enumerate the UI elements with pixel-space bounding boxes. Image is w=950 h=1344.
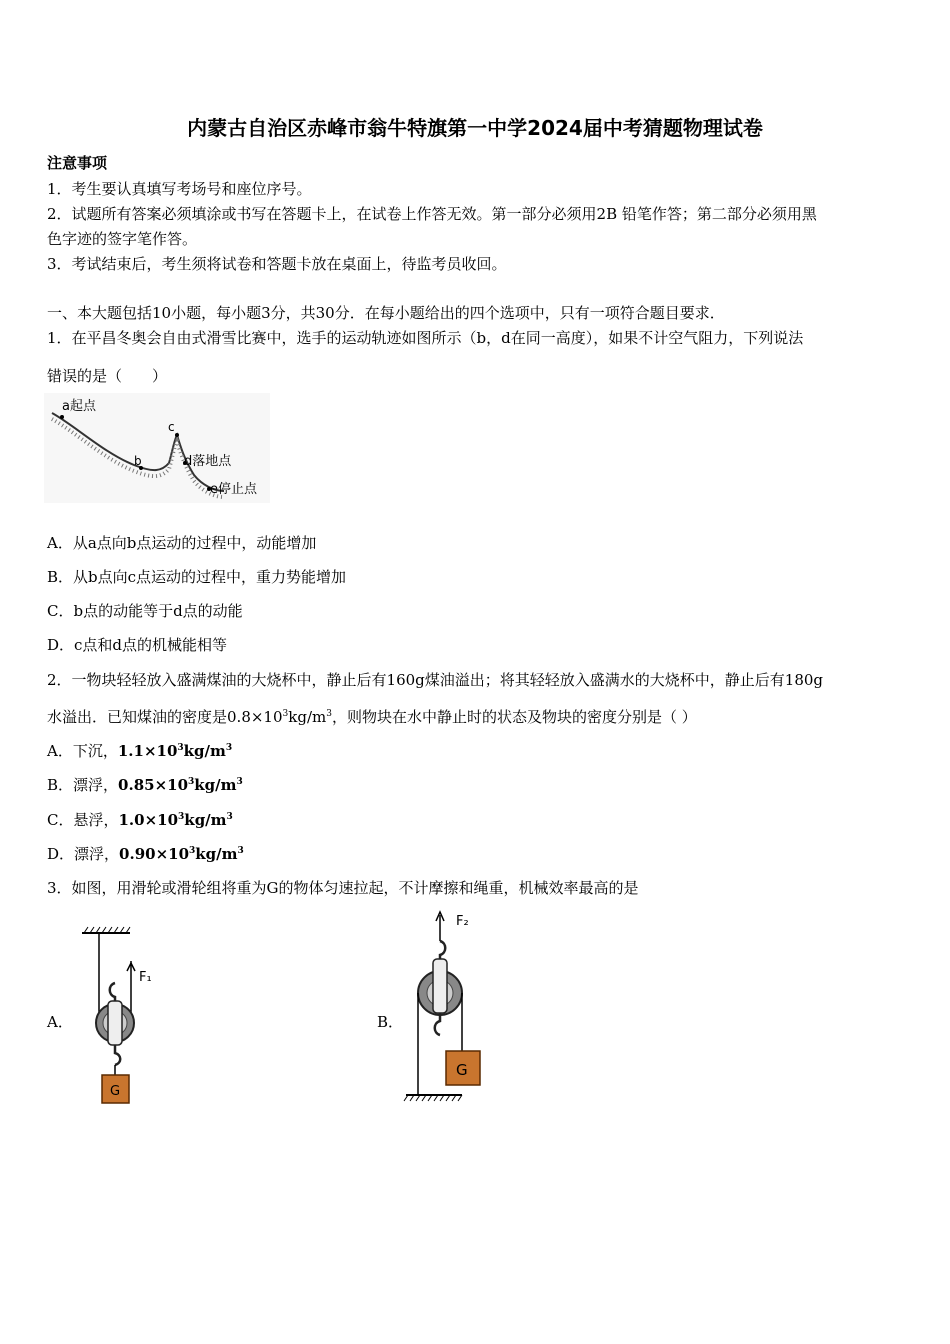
- point-c-dot: [175, 433, 179, 437]
- q2-unit: kg/m: [288, 708, 327, 726]
- q2-option-c: [47, 809, 233, 830]
- question-2-stem: 2．一物块轻轻放入盛满煤油的大烧杯中，静止后有160g煤油溢出；将其轻轻放入盛满水的大烧杯中，静止后有180g: [47, 671, 824, 689]
- option-exp2: 3: [225, 743, 233, 753]
- label-a: a起点: [62, 399, 96, 414]
- option-value: 1.0×10: [118, 811, 179, 829]
- option-unit: kg/m: [184, 811, 227, 829]
- option-value: 0.85×10: [118, 776, 189, 794]
- q1-option-c: C．b点的动能等于d点的动能: [47, 602, 243, 620]
- q2-exp2: 3: [326, 709, 332, 719]
- q2-option-b: [47, 774, 243, 795]
- question-2-stem-cont: [47, 706, 697, 727]
- weight-label: G: [456, 1061, 468, 1079]
- page-title: 内蒙古自治区赤峰市翁牛特旗第一中学2024届中考猜题物理试卷: [187, 116, 763, 140]
- label-d: d落地点: [184, 454, 232, 469]
- section-1-heading: 一、本大题包括10小题，每小题3分，共30分．在每小题给出的四个选项中，只有一项符合题目要求．: [47, 304, 725, 322]
- q2-option-a: [47, 740, 232, 761]
- force-label-f2: F₂: [456, 914, 469, 929]
- option-value: 0.90×10: [119, 845, 190, 863]
- option-exp: 3: [177, 743, 184, 753]
- bottom-hook-icon: [435, 1013, 440, 1035]
- notice-item-1: 1．考生要认真填写考场号和座位序号。: [47, 180, 312, 198]
- weight-label: G: [110, 1084, 121, 1099]
- option-exp: 3: [189, 846, 196, 856]
- label-c: c: [168, 420, 175, 434]
- pulley-figure-a: [72, 925, 172, 1110]
- notice-heading: 注意事项: [47, 154, 108, 172]
- point-a-dot: [60, 415, 64, 419]
- option-label: D．漂浮，: [47, 845, 120, 863]
- ski-trajectory-figure: [44, 393, 270, 503]
- pulley-frame: [433, 959, 447, 1013]
- option-label: C．悬浮，: [47, 811, 119, 829]
- bottom-hook-icon: [115, 1045, 120, 1065]
- option-exp: 3: [178, 812, 185, 822]
- option-unit: kg/m: [194, 776, 237, 794]
- option-exp: 3: [188, 777, 195, 787]
- option-unit: kg/m: [195, 845, 238, 863]
- q2-text-post: ，则物块在水中静止时的状态及物块的密度分别是（ ）: [331, 708, 697, 726]
- q1-option-b: B．从b点向c点运动的过程中，重力势能增加: [47, 568, 347, 586]
- pulley-figure-b: [400, 905, 510, 1110]
- pulley-frame: [108, 1001, 122, 1045]
- question-1-stem: 1．在平昌冬奥会自由式滑雪比赛中，选手的运动轨迹如图所示（b，d在同一高度），如果不计空气阻力，下列说法: [47, 329, 804, 347]
- force-label-f1: F₁: [139, 970, 152, 985]
- label-e: e停止点: [210, 482, 257, 497]
- notice-item-3: 3．考试结束后，考生须将试卷和答题卡放在桌面上，待监考员收回。: [47, 255, 507, 273]
- q2-text-pre: 水溢出．已知煤油的密度是0.8×10: [47, 708, 283, 726]
- q2-option-d: [47, 843, 244, 864]
- option-label: B．漂浮，: [47, 776, 119, 794]
- option-exp2: 3: [236, 777, 243, 787]
- q3-option-b-label: B．: [377, 1013, 404, 1031]
- q2-exp: 3: [282, 709, 289, 719]
- option-value: 1.1×10: [117, 742, 178, 760]
- top-hook-icon: [110, 983, 115, 1001]
- option-label: A．下沉，: [47, 742, 118, 760]
- notice-item-2-cont: 色字迹的签字笔作答。: [47, 230, 198, 248]
- option-unit: kg/m: [183, 742, 226, 760]
- top-hook-icon: [440, 941, 445, 959]
- q3-option-a-label: A．: [47, 1013, 73, 1031]
- question-1-stem-cont: 错误的是（ ）: [47, 367, 168, 385]
- question-3-stem: 3．如图，用滑轮或滑轮组将重为G的物体匀速拉起，不计摩擦和绳重，机械效率最高的是: [47, 879, 639, 897]
- q1-option-a: A．从a点向b点运动的过程中，动能增加: [47, 534, 317, 552]
- q1-option-d: D．c点和d点的机械能相等: [47, 636, 228, 654]
- label-b: b: [134, 454, 142, 468]
- notice-item-2: 2．试题所有答案必须填涂或书写在答题卡上，在试卷上作答无效。第一部分必须用2B 铅笔作答；第二部分必须用黑: [47, 205, 817, 223]
- option-exp2: 3: [237, 846, 244, 856]
- option-exp2: 3: [226, 812, 233, 822]
